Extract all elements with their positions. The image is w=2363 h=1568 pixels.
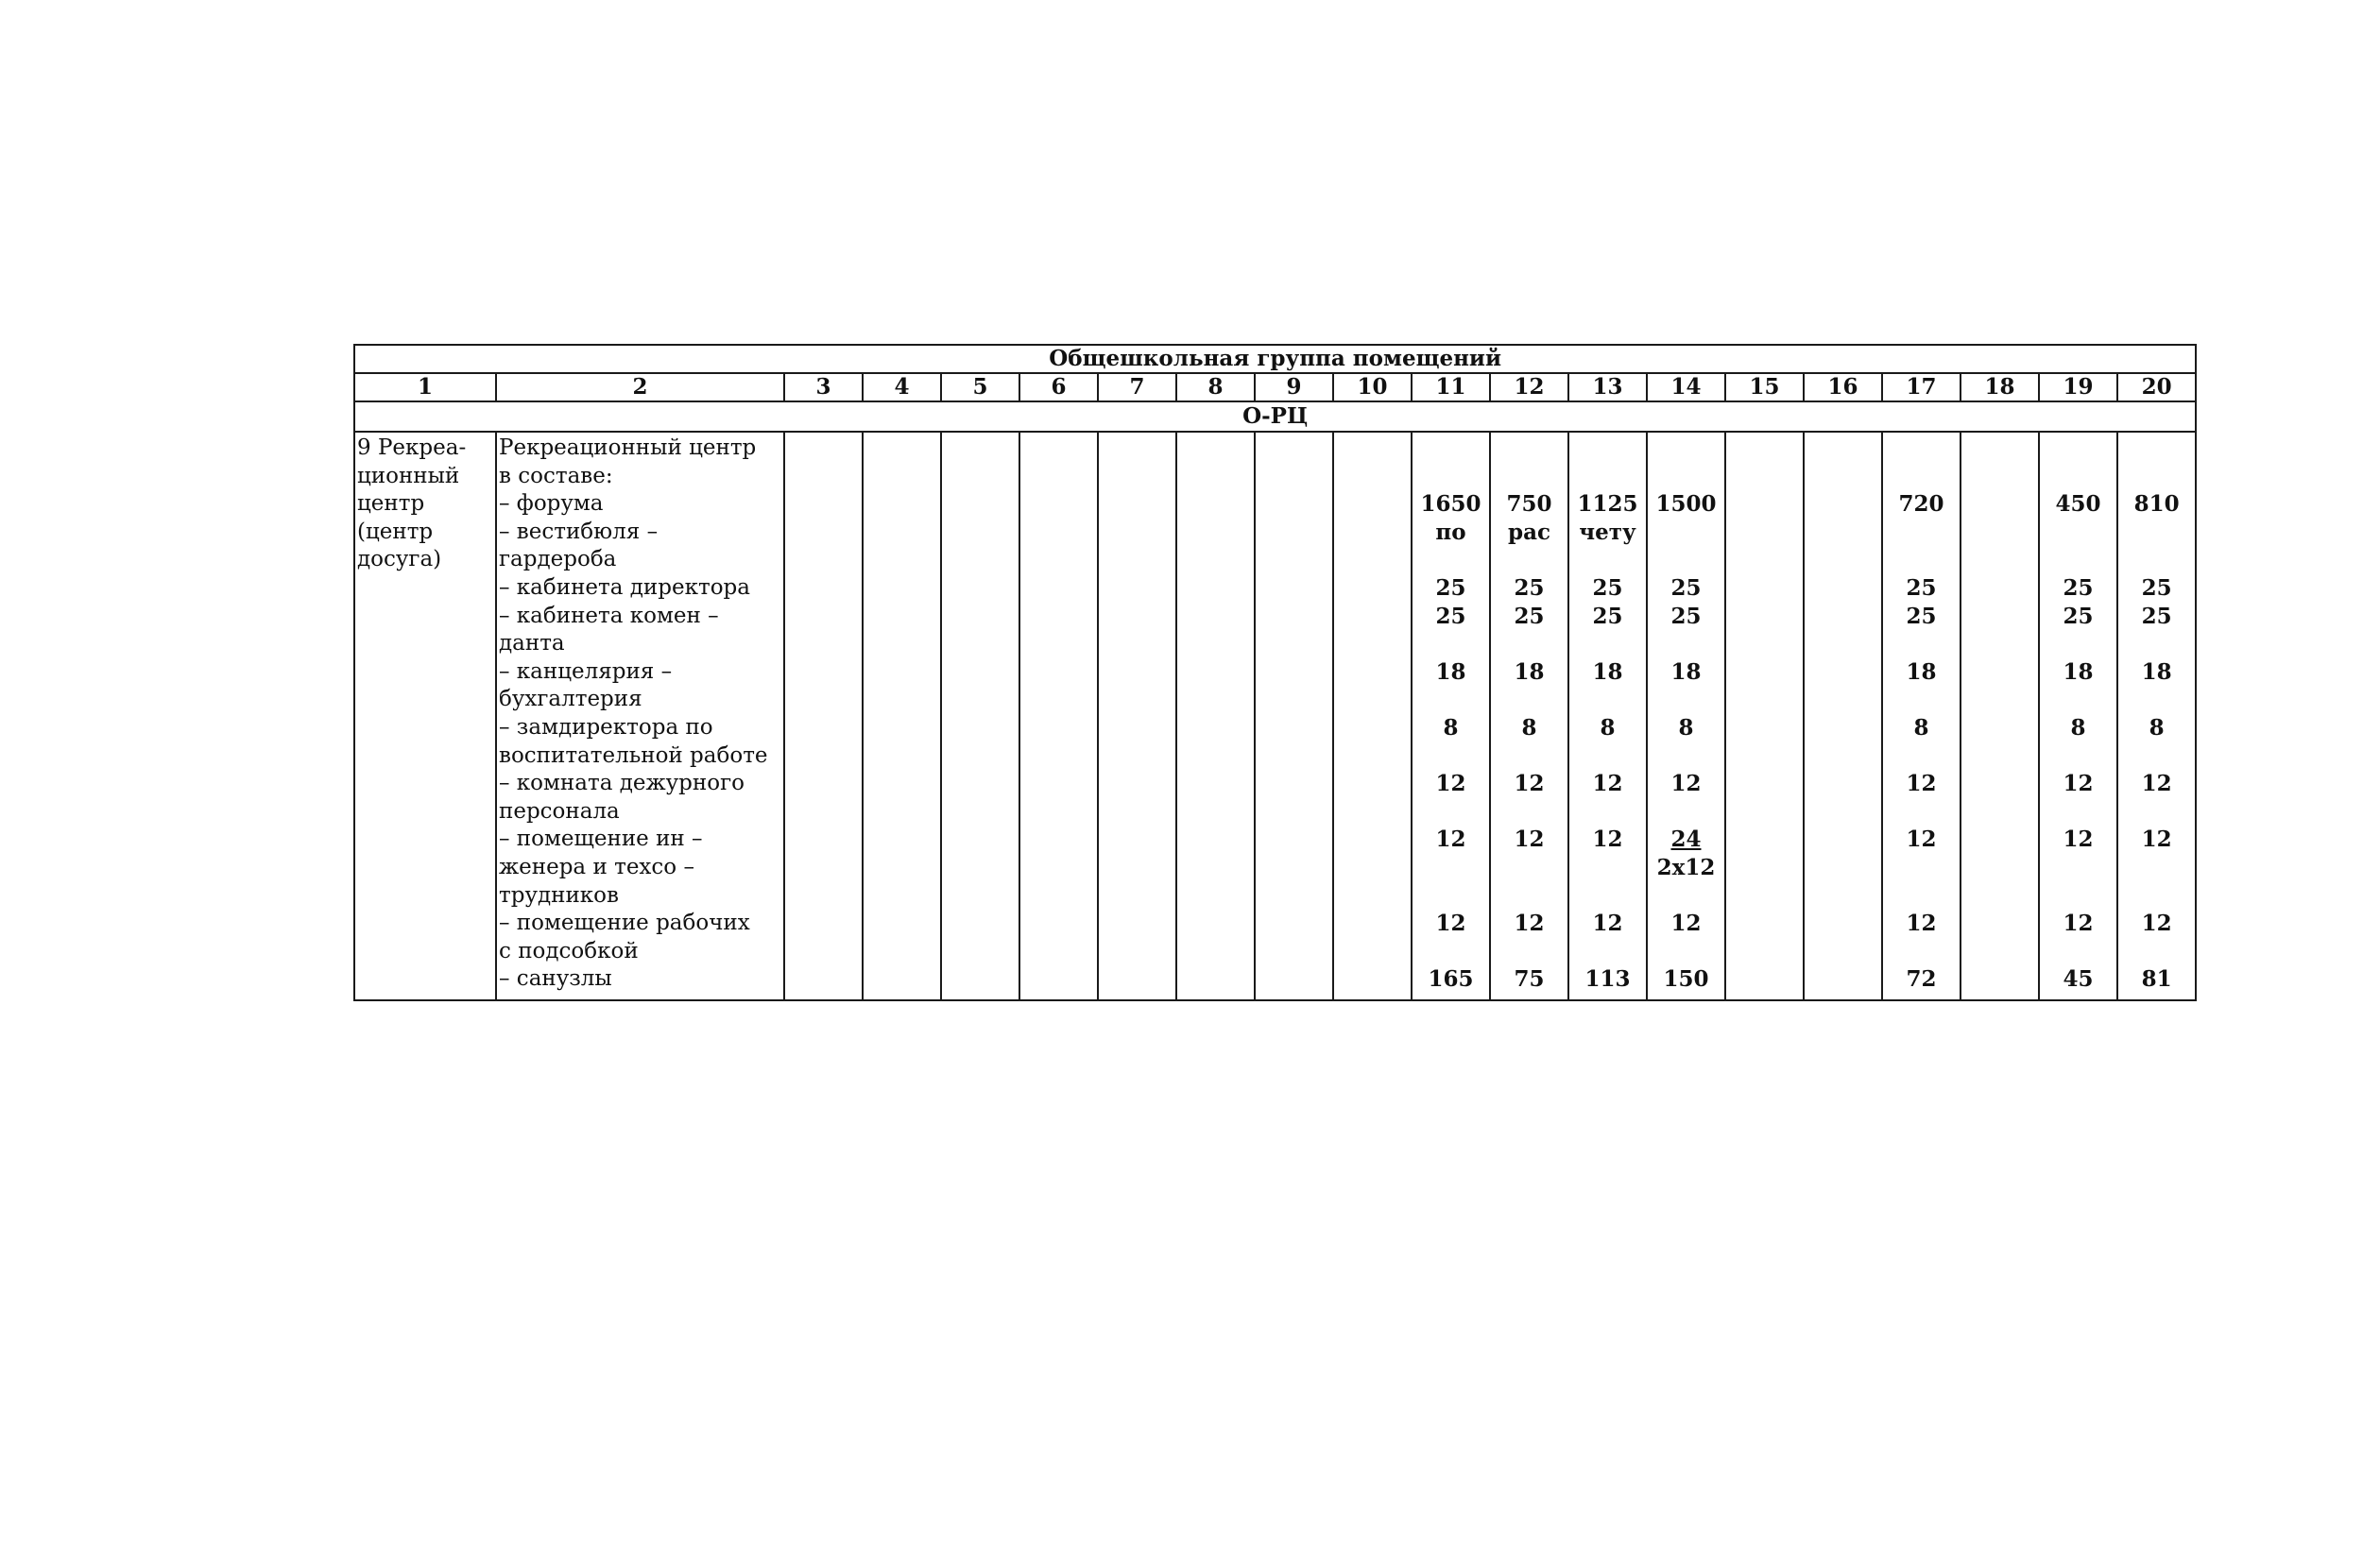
column-4-cell <box>863 432 941 1000</box>
value-cell: 25 <box>1514 603 1545 629</box>
value-cell: 165 <box>1428 966 1474 993</box>
value-cell <box>1569 742 1646 771</box>
value-cell <box>1648 686 1724 714</box>
value-cell: 1500 <box>1655 491 1717 518</box>
value-cell <box>2040 519 2116 547</box>
value-cell: 810 <box>2133 491 2180 518</box>
value-cell <box>1883 435 1960 463</box>
value-cell <box>1648 742 1724 771</box>
value-cell <box>1883 630 1960 658</box>
column-number-20: 20 <box>2117 373 2196 401</box>
value-cell <box>2118 519 2195 547</box>
value-cell <box>1648 546 1724 574</box>
value-cell <box>1569 435 1646 463</box>
column-20-cell <box>2117 432 2196 1000</box>
value-cell: 12 <box>1592 771 1623 797</box>
value-cell: 18 <box>2063 658 2094 685</box>
value-cell <box>1413 742 1489 771</box>
value-cell <box>1413 686 1489 714</box>
column-number-6: 6 <box>1019 373 1098 401</box>
value-cell <box>1648 519 1724 547</box>
document-sheet <box>353 344 2196 1001</box>
value-cell: 25 <box>1435 603 1466 629</box>
value-cell <box>1569 686 1646 714</box>
value-cell <box>1413 435 1489 463</box>
value-cell <box>2040 938 2116 966</box>
description-line: – кабинета комен – <box>499 603 719 628</box>
value-cell: 150 <box>1663 966 1709 993</box>
column-number-14: 14 <box>1647 373 1725 401</box>
description-line: – канцелярия – <box>499 658 673 684</box>
column-number-11: 11 <box>1412 373 1490 401</box>
rooms-table <box>353 344 2197 1001</box>
description-line: персонала <box>499 798 620 824</box>
value-cell: 12 <box>1592 911 1623 937</box>
value-cell: 25 <box>1592 603 1623 629</box>
value-cell <box>1413 463 1489 491</box>
value-cell <box>2040 546 2116 574</box>
description-line: – санузлы <box>499 966 612 992</box>
group-cell <box>354 432 496 1000</box>
value-cell <box>1569 882 1646 911</box>
value-cell: 18 <box>1906 658 1937 685</box>
column-number-16: 16 <box>1804 373 1882 401</box>
value-cell <box>1569 798 1646 827</box>
value-cell <box>1883 854 1960 882</box>
section-code: О-РЦ <box>354 401 2196 432</box>
column-12-cell <box>1490 432 1568 1000</box>
description-line: – комната дежурного <box>499 771 745 796</box>
value-cell <box>1491 435 1567 463</box>
column-number-15: 15 <box>1725 373 1804 401</box>
value-cell <box>1648 463 1724 491</box>
column-number-row <box>354 373 2196 401</box>
value-cell <box>1491 546 1567 574</box>
value-cell: 18 <box>1514 658 1545 685</box>
column-number-19: 19 <box>2039 373 2117 401</box>
column-number-7: 7 <box>1098 373 1176 401</box>
value-cell: 25 <box>1514 574 1545 601</box>
value-cell: 25 <box>1435 574 1466 601</box>
group-label: 9 Рекреа- ционный центр (центр досуга) <box>357 435 467 572</box>
value-cell: 25 <box>1906 603 1937 629</box>
value-cell: 25 <box>2141 603 2172 629</box>
column-number-1: 1 <box>354 373 496 401</box>
value-cell: 12 <box>1435 771 1466 797</box>
value-cell <box>2040 798 2116 827</box>
value-cell <box>1413 546 1489 574</box>
description-line: – замдиректора по <box>499 714 713 740</box>
value-cell <box>1883 938 1960 966</box>
value-cell <box>1883 519 1960 547</box>
value-cell: 12 <box>1906 911 1937 937</box>
value-cell <box>1569 630 1646 658</box>
value-cell: 12 <box>1514 911 1545 937</box>
column-8-cell <box>1176 432 1255 1000</box>
value-cell <box>2118 630 2195 658</box>
value-cell: 12 <box>1670 771 1702 797</box>
column-19-cell <box>2039 432 2117 1000</box>
column-number-18: 18 <box>1961 373 2039 401</box>
value-cell: 12 <box>1435 911 1466 937</box>
column-7-cell <box>1098 432 1176 1000</box>
value-cell: 12 <box>2063 827 2094 853</box>
column-5-cell <box>941 432 1019 1000</box>
value-cell: 12 <box>1435 827 1466 853</box>
value-cell <box>2040 882 2116 911</box>
value-cell: 12 <box>1592 827 1623 853</box>
value-cell: 45 <box>2063 966 2094 993</box>
description-lines <box>497 433 783 994</box>
column-10-cell <box>1333 432 1412 1000</box>
value-cell <box>1491 686 1567 714</box>
value-cell: 8 <box>1600 714 1616 741</box>
value-cell <box>2040 630 2116 658</box>
description-line: – вестибюля – <box>499 519 659 544</box>
value-cell: 12 <box>2063 911 2094 937</box>
column-number-13: 13 <box>1568 373 1647 401</box>
value-cell: 18 <box>2141 658 2172 685</box>
value-cell: 25 <box>1592 574 1623 601</box>
value-cell: 8 <box>1443 714 1459 741</box>
value-cell: 12 <box>1514 771 1545 797</box>
value-cell <box>1491 463 1567 491</box>
value-cell <box>2040 854 2116 882</box>
value-cell: 25 <box>2063 574 2094 601</box>
value-cell: 72 <box>1906 966 1937 993</box>
value-cell: 720 <box>1898 491 1944 518</box>
value-cell <box>1491 938 1567 966</box>
description-line: данта <box>499 631 565 656</box>
column-17-cell <box>1882 432 1961 1000</box>
value-cell <box>1883 686 1960 714</box>
description-cell <box>496 432 784 1000</box>
value-cell <box>2118 686 2195 714</box>
value-cell <box>1491 882 1567 911</box>
value-cell <box>2040 435 2116 463</box>
value-cell: 25 <box>1670 574 1702 601</box>
table-title: Общешкольная группа помещений <box>354 345 2196 373</box>
value-cell <box>1648 826 1724 854</box>
description-line: женера и техсо – <box>499 854 694 879</box>
value-cell: 25 <box>2141 574 2172 601</box>
value-cell: 12 <box>2141 911 2172 937</box>
value-cell <box>1413 798 1489 827</box>
value-cell <box>1491 742 1567 771</box>
value-cell: 750 <box>1506 491 1552 518</box>
description-line: воспитательной работе <box>499 742 768 768</box>
value-cell: 1125 <box>1577 491 1638 518</box>
value-cell <box>2040 742 2116 771</box>
value-cell <box>1883 742 1960 771</box>
column-3-cell <box>784 432 863 1000</box>
value-cell: 25 <box>2063 603 2094 629</box>
value-cell <box>2118 938 2195 966</box>
table-row <box>354 432 2196 1000</box>
value-cell <box>2118 798 2195 827</box>
column-number-10: 10 <box>1333 373 1412 401</box>
description-line: с подсобкой <box>499 938 639 963</box>
column-11-cell <box>1412 432 1490 1000</box>
column-15-cell <box>1725 432 1804 1000</box>
value-cell <box>2118 463 2195 491</box>
column-14-cell <box>1647 432 1725 1000</box>
value-cell: 75 <box>1514 966 1545 993</box>
value-cell <box>1883 463 1960 491</box>
description-line: – помещение ин – <box>499 827 703 852</box>
value-cell: чету <box>1579 519 1636 545</box>
value-cell: 18 <box>1435 658 1466 685</box>
value-cell: 12 <box>2141 827 2172 853</box>
value-cell <box>1413 630 1489 658</box>
column-number-3: 3 <box>784 373 863 401</box>
value-cell <box>1648 938 1724 966</box>
value-cell: 113 <box>1584 966 1631 993</box>
value-cell <box>1491 798 1567 827</box>
value-cell <box>1491 854 1567 882</box>
column-13-cell <box>1568 432 1647 1000</box>
column-number-5: 5 <box>941 373 1019 401</box>
value-cell <box>1569 854 1646 882</box>
description-line: трудников <box>499 882 619 908</box>
description-line: гардероба <box>499 547 617 572</box>
value-cell: 25 <box>1906 574 1937 601</box>
value-cell: 12 <box>1906 771 1937 797</box>
value-cell: 12 <box>1670 911 1702 937</box>
description-line: – помещение рабочих <box>499 911 750 936</box>
value-cell: 8 <box>1678 714 1694 741</box>
value-cell <box>1648 798 1724 827</box>
column-number-4: 4 <box>863 373 941 401</box>
description-line: бухгалтерия <box>499 687 642 712</box>
value-cell: 18 <box>1592 658 1623 685</box>
column-9-cell <box>1255 432 1333 1000</box>
column-6-cell <box>1019 432 1098 1000</box>
value-cell: 8 <box>1521 714 1537 741</box>
value-cell <box>1569 546 1646 574</box>
value-cell <box>1648 882 1724 911</box>
column-number-17: 17 <box>1882 373 1961 401</box>
value-cell: 450 <box>2055 491 2101 518</box>
column-number-8: 8 <box>1176 373 1255 401</box>
value-cell <box>1569 463 1646 491</box>
value-cell <box>1883 798 1960 827</box>
value-cell <box>2118 882 2195 911</box>
value-cell <box>2118 854 2195 882</box>
column-18-cell <box>1961 432 2039 1000</box>
column-number-9: 9 <box>1255 373 1333 401</box>
value-cell: 1650 <box>1420 491 1481 518</box>
description-line: в составе: <box>499 463 613 488</box>
value-cell <box>1883 882 1960 911</box>
value-cell <box>1569 938 1646 966</box>
value-cell: 12 <box>1906 827 1937 853</box>
value-cell <box>2118 435 2195 463</box>
value-cell: 2х12 <box>1656 854 1716 880</box>
value-cell: по <box>1435 519 1466 545</box>
column-number-2: 2 <box>496 373 784 401</box>
value-cell <box>1413 882 1489 911</box>
value-cell <box>1883 546 1960 574</box>
value-cell: 12 <box>2063 771 2094 797</box>
value-cell <box>1648 435 1724 463</box>
value-cell <box>2118 742 2195 771</box>
value-cell: 25 <box>1670 603 1702 629</box>
value-cell: 81 <box>2141 966 2172 993</box>
description-line: – форума <box>499 491 604 517</box>
value-cell: 12 <box>2141 771 2172 797</box>
description-line: – кабинета директора <box>499 574 750 600</box>
column-number-12: 12 <box>1490 373 1568 401</box>
value-cell <box>2118 546 2195 574</box>
value-cell <box>1648 630 1724 658</box>
value-cell: 8 <box>2070 714 2086 741</box>
value-cell: 12 <box>1514 827 1545 853</box>
value-cell <box>2040 686 2116 714</box>
value-cell <box>1413 854 1489 882</box>
value-cell: рас <box>1508 519 1550 545</box>
description-line: Рекреационный центр <box>499 435 757 460</box>
value-cell: 8 <box>2149 714 2165 741</box>
value-cell <box>1413 938 1489 966</box>
column-16-cell <box>1804 432 1882 1000</box>
value-cell <box>2040 463 2116 491</box>
underlined-value: 24 <box>1670 827 1702 853</box>
value-cell: 18 <box>1670 658 1702 685</box>
value-cell: 8 <box>1913 714 1929 741</box>
value-cell <box>1491 630 1567 658</box>
